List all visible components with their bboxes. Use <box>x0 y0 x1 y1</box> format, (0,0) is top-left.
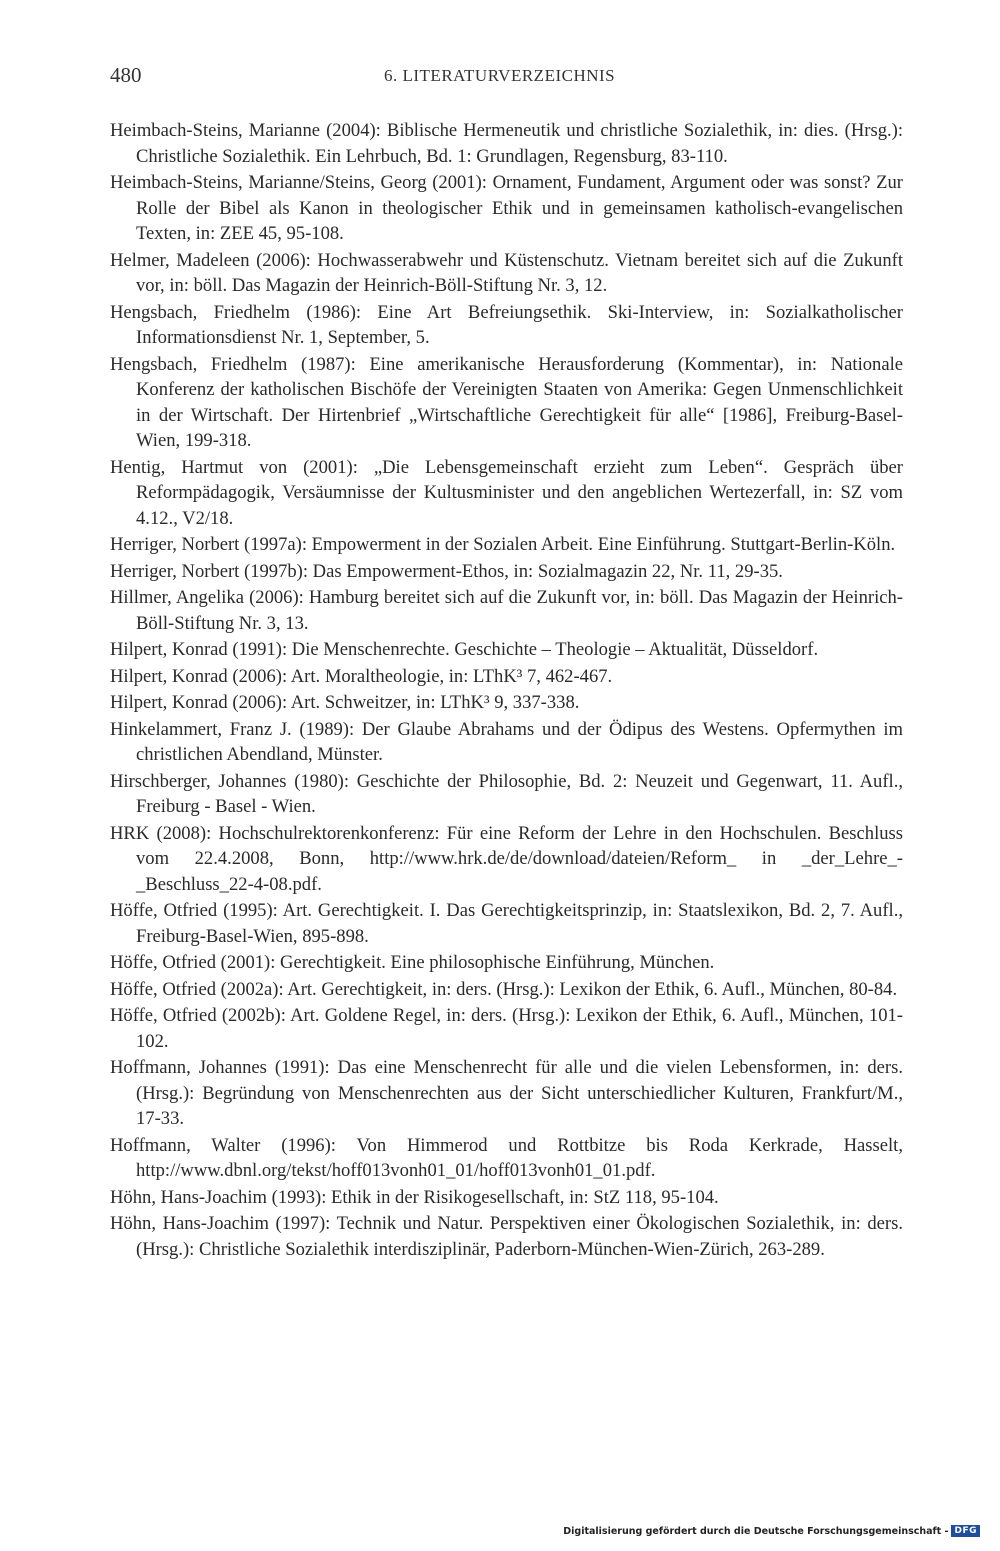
bibliography-entry: Helmer, Madeleen (2006): Hochwasserabwehr und Küstenschutz. Vietnam bereitet sich auf die Zukunft vor, in: böll. Das Magazin der Heinrich-Böll-Stiftung Nr. 3, 12. <box>110 249 903 296</box>
digitization-credit-text: Digitalisierung gefördert durch die Deutsche Forschungsgemeinschaft - <box>563 1525 949 1537</box>
bibliography-entry: Hinkelammert, Franz J. (1989): Der Glaube Abrahams und der Ödipus des Westens. Opfermythen im christlichen Abendland, Münster. <box>110 718 903 765</box>
bibliography-entry: Höffe, Otfried (2001): Gerechtigkeit. Eine philosophische Einführung, München. <box>110 952 715 973</box>
bibliography-entry: Hengsbach, Friedhelm (1986): Eine Art Befreiungsethik. Ski-Interview, in: Sozialkatholischer Informationsdienst Nr. 1, September, 5. <box>110 301 903 348</box>
bibliography-entry: Hillmer, Angelika (2006): Hamburg bereitet sich auf die Zukunft vor, in: böll. Das Magazin der Heinrich-Böll-Stiftung Nr. 3, 13. <box>110 587 903 634</box>
bibliography-entry: Höhn, Hans-Joachim (1997): Technik und Natur. Perspektiven einer Ökologischen Sozialethik, in: ders. (Hrsg.): Christliche Sozialethik interdisziplinär, Paderborn-München-Wien-Zürich, 263-289. <box>110 1213 903 1260</box>
running-head: 6. LITERATURVERZEICHNIS <box>384 66 616 85</box>
bibliography-entry: Hilpert, Konrad (2006): Art. Moraltheologie, in: LThK³ 7, 462-467. <box>110 665 613 687</box>
bibliography-entry: Höffe, Otfried (2002b): Art. Goldene Regel, in: ders. (Hrsg.): Lexikon der Ethik, 6. Aufl., München, 101-102. <box>110 1005 903 1052</box>
bibliography-entry: Heimbach-Steins, Marianne (2004): Biblische Hermeneutik und christliche Sozialethik, in: dies. (Hrsg.): Christliche Sozialethik. Ein Lehrbuch, Bd. 1: Grundlagen, Regensburg, 83-110. <box>110 120 903 167</box>
bibliography-entry: Hirschberger, Johannes (1980): Geschichte der Philosophie, Bd. 2: Neuzeit und Gegenwart, 11. Aufl., Freiburg - Basel - Wien. <box>110 770 903 817</box>
bibliography-entry: Hoffmann, Johannes (1991): Das eine Menschenrecht für alle und die vielen Lebensformen, in: ders. (Hrsg.): Begründung von Menschenrechten aus der Sicht unterschiedlicher Kulturen, Frankfurt/M., 17-33. <box>110 1057 903 1129</box>
bibliography-entry: Höffe, Otfried (2002a): Art. Gerechtigkeit, in: ders. (Hrsg.): Lexikon der Ethik, 6. Aufl., München, 80-84. <box>110 978 898 1000</box>
bibliography-entry: Hoffmann, Walter (1996): Von Himmerod und Rottbitze bis Roda Kerkrade, Hasselt, http://www.dbnl.org/tekst/hoff013vonh01_01/hoff013vonh01_01.pdf. <box>110 1134 903 1181</box>
bibliography-entry: Herriger, Norbert (1997a): Empowerment in der Sozialen Arbeit. Eine Einführung. Stuttgart-Berlin-Köln. <box>110 534 896 555</box>
page-number: 480 <box>110 63 142 87</box>
dfg-logo: DFG <box>951 1525 980 1537</box>
bibliography-entry: Herriger, Norbert (1997b): Das Empowerment-Ethos, in: Sozialmagazin 22, Nr. 11, 29-35. <box>110 560 783 582</box>
bibliography-entry: Heimbach-Steins, Marianne/Steins, Georg (2001): Ornament, Fundament, Argument oder was sonst? Zur Rolle der Bibel als Kanon in theologischer Ethik und in gemeinsamen katholisch-evangelischen Texten, in: ZEE 45, 95-108. <box>110 172 903 244</box>
bibliography-entry: Hengsbach, Friedhelm (1987): Eine amerikanische Herausforderung (Kommentar), in: Nationale Konferenz der katholischen Bischöfe der Vereinigten Staaten von Amerika: Gegen Unmenschlichkeit in der Wirtschaft. Der Hirtenbrief „Wirtschaftliche Gerechtigkeit für alle“ [1986], Freiburg-Basel-Wien, 199-318. <box>110 353 903 451</box>
digitization-credit <box>563 1525 980 1537</box>
bibliography-entry: Höffe, Otfried (1995): Art. Gerechtigkeit. I. Das Gerechtigkeitsprinzip, in: Staatslexikon, Bd. 2, 7. Aufl., Freiburg-Basel-Wien, 895-898. <box>110 900 903 947</box>
bibliography-entry: HRK (2008): Hochschulrektorenkonferenz: Für eine Reform der Lehre in den Hochschulen. Beschluss vom 22.4.2008, Bonn, http://www.hrk.de/de/download/dateien/Reform_ in _der_Lehre_-_Beschluss_22-4-08.pdf. <box>110 822 903 895</box>
bibliography-entry: Hentig, Hartmut von (2001): „Die Lebensgemeinschaft erzieht zum Leben“. Gespräch über Reformpädagogik, Versäumnisse der Kultusminister und den angeblichen Wertezerfall, in: SZ vom 4.12., V2/18. <box>110 456 903 529</box>
bibliography-entry: Höhn, Hans-Joachim (1993): Ethik in der Risikogesellschaft, in: StZ 118, 95-104. <box>110 1186 719 1208</box>
bibliography-list <box>110 118 903 1263</box>
bibliography-entry: Hilpert, Konrad (2006): Art. Schweitzer, in: LThK³ 9, 337-338. <box>110 692 580 713</box>
bibliography-entry: Hilpert, Konrad (1991): Die Menschenrechte. Geschichte – Theologie – Aktualität, Düsseldorf. <box>110 639 819 660</box>
